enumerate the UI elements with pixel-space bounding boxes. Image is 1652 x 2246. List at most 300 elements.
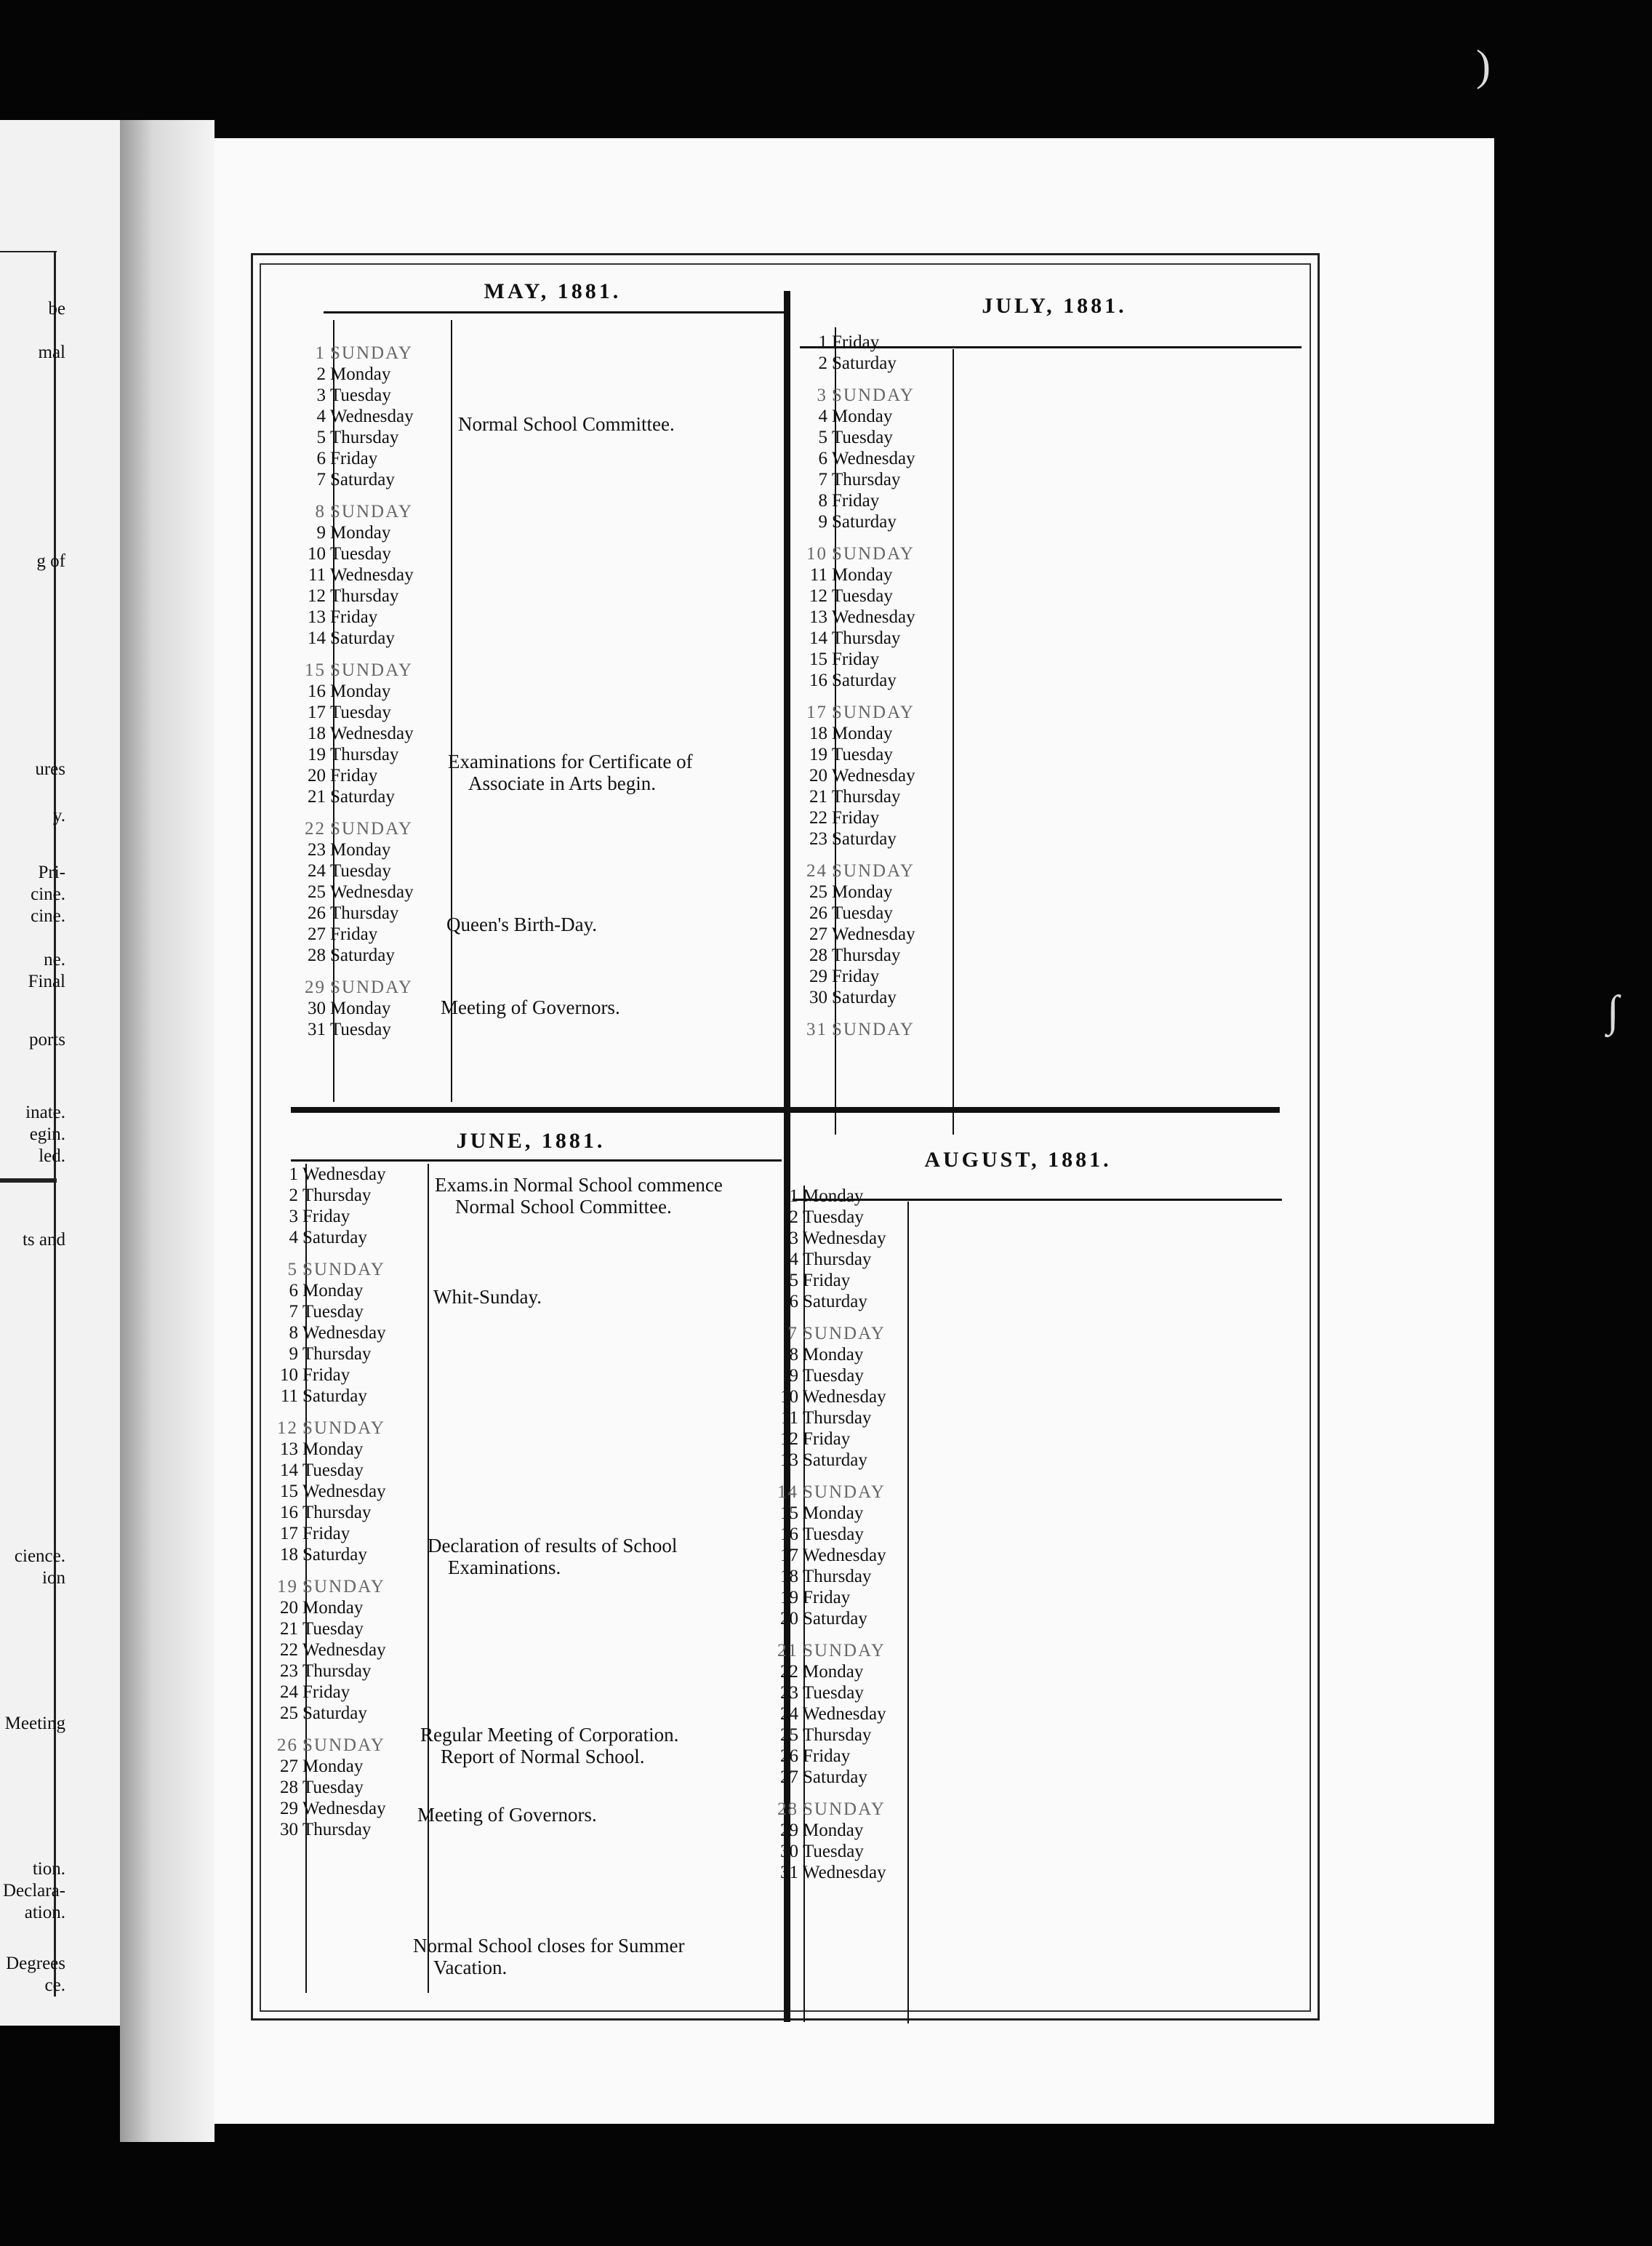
day-number: 6 (818, 449, 827, 468)
day-row (291, 903, 414, 924)
day-number: 6 (316, 449, 326, 468)
day-name: Thursday (302, 1344, 372, 1364)
left-fragment: ne. (44, 950, 65, 970)
day-name: Tuesday (803, 1207, 864, 1227)
day-number: 21 (809, 787, 827, 807)
left-fragment: g of (36, 551, 65, 571)
sunday-row (793, 1015, 915, 1040)
day-number: 22 (809, 808, 827, 828)
day-number: 12 (809, 586, 827, 606)
day-number: 24 (308, 861, 326, 881)
day-name: Saturday (832, 512, 897, 532)
day-name: Thursday (832, 946, 901, 965)
day-number: 17 (806, 703, 827, 722)
day-name: Thursday (302, 1503, 372, 1522)
day-number: 27 (780, 1767, 798, 1787)
day-name: Friday (330, 607, 378, 627)
event-line: Examinations for Certificate of (448, 751, 693, 772)
day-number: 21 (777, 1641, 798, 1660)
day-row (763, 1703, 886, 1725)
day-number: 14 (809, 628, 827, 648)
day-number: 10 (308, 544, 326, 564)
day-row (263, 1386, 386, 1407)
day-number: 1 (315, 343, 326, 363)
day-row (291, 786, 414, 807)
day-number: 23 (280, 1661, 298, 1681)
event-line: Vacation. (433, 1957, 508, 1978)
event-line: Examinations. (448, 1556, 561, 1578)
day-number: 13 (280, 1439, 298, 1459)
day-number: 24 (806, 861, 827, 881)
day-name: Monday (330, 523, 391, 543)
day-name: Tuesday (330, 1020, 391, 1039)
day-name: Monday (330, 999, 391, 1018)
day-name: SUNDAY (832, 703, 915, 722)
may-day-list (291, 332, 414, 1040)
day-row (793, 744, 915, 765)
june-title: JUNE, 1881. (456, 1129, 606, 1153)
june-event (435, 1174, 723, 1218)
day-row (763, 1841, 886, 1862)
july-column-rule (953, 349, 954, 1135)
left-facing-page (0, 120, 122, 2026)
day-number: 2 (289, 1186, 298, 1205)
day-row (793, 765, 915, 786)
day-name: Friday (832, 332, 880, 352)
sunday-row (793, 381, 915, 406)
day-number: 19 (308, 745, 326, 764)
may-title: MAY, 1881. (484, 279, 622, 303)
day-name: Wednesday (302, 1799, 386, 1818)
day-row (763, 1608, 886, 1629)
day-name: Wednesday (803, 1863, 886, 1882)
day-number: 17 (308, 703, 326, 722)
sunday-row (763, 1636, 886, 1661)
day-name: Monday (803, 1821, 864, 1840)
day-name: SUNDAY (803, 1799, 886, 1819)
day-name: Thursday (330, 903, 399, 923)
june-event (433, 1286, 542, 1308)
day-row (793, 786, 915, 807)
day-number: 25 (280, 1703, 298, 1723)
day-row (263, 1364, 386, 1386)
day-name: Monday (302, 1757, 364, 1776)
day-name: Tuesday (803, 1524, 864, 1544)
day-number: 16 (280, 1503, 298, 1522)
day-name: Monday (330, 364, 391, 384)
event-line: Meeting of Governors. (417, 1804, 597, 1826)
day-number: 5 (789, 1271, 798, 1290)
day-row (291, 543, 414, 564)
day-row (763, 1725, 886, 1746)
day-name: Tuesday (803, 1842, 864, 1861)
day-name: Tuesday (803, 1683, 864, 1703)
day-number: 26 (780, 1746, 798, 1766)
day-number: 30 (280, 1820, 298, 1839)
day-number: 13 (780, 1450, 798, 1470)
day-name: Thursday (302, 1186, 372, 1205)
day-row (793, 987, 915, 1008)
day-name: Saturday (330, 946, 395, 965)
day-name: Monday (330, 682, 391, 701)
left-fragment: be (48, 299, 65, 319)
event-line: Normal School Committee. (455, 1196, 672, 1218)
day-row (263, 1618, 386, 1639)
day-row (263, 1301, 386, 1322)
day-number: 18 (809, 724, 827, 743)
day-row (763, 1207, 886, 1228)
sunday-row (291, 497, 414, 522)
day-row (793, 586, 915, 607)
day-name: Tuesday (330, 703, 391, 722)
day-row (291, 448, 414, 469)
day-number: 6 (289, 1281, 298, 1300)
day-name: Wednesday (330, 565, 414, 585)
day-number: 26 (809, 903, 827, 923)
day-name: Wednesday (302, 1323, 386, 1343)
day-number: 31 (806, 1020, 827, 1039)
day-name: Wednesday (803, 1546, 886, 1565)
day-number: 4 (289, 1228, 298, 1247)
day-name: Saturday (302, 1545, 367, 1564)
left-fragment: cine. (31, 884, 65, 904)
day-number: 17 (280, 1524, 298, 1543)
day-row (793, 924, 915, 945)
day-row (763, 1450, 886, 1471)
day-name: SUNDAY (330, 502, 413, 521)
day-number: 8 (289, 1323, 298, 1343)
day-number: 11 (308, 565, 326, 585)
day-number: 1 (818, 332, 827, 352)
day-name: Tuesday (803, 1366, 864, 1386)
day-name: SUNDAY (803, 1641, 886, 1660)
event-line: Normal School closes for Summer (413, 1935, 685, 1957)
day-number: 3 (289, 1207, 298, 1226)
day-row (793, 332, 915, 353)
day-name: SUNDAY (832, 385, 915, 405)
day-number: 8 (789, 1345, 798, 1364)
day-number: 16 (809, 671, 827, 690)
day-name: Tuesday (832, 586, 893, 606)
day-row (263, 1639, 386, 1660)
day-number: 12 (780, 1429, 798, 1449)
day-number: 29 (780, 1821, 798, 1840)
day-number: 3 (789, 1228, 798, 1248)
day-number: 4 (316, 407, 326, 426)
day-number: 19 (780, 1588, 798, 1607)
july-day-list (793, 332, 915, 1040)
left-fragment: Degrees (6, 1954, 65, 1973)
day-name: SUNDAY (832, 544, 915, 564)
sunday-row (763, 1478, 886, 1503)
book-gutter (120, 120, 214, 2142)
day-number: 18 (308, 724, 326, 743)
day-name: Wednesday (803, 1387, 886, 1407)
day-row (263, 1227, 386, 1248)
may-column-rule (451, 320, 452, 1102)
left-fragment: Pri- (38, 863, 65, 882)
day-name: Tuesday (302, 1619, 364, 1639)
day-name: Saturday (302, 1228, 367, 1247)
day-row (291, 882, 414, 903)
day-number: 29 (305, 978, 326, 997)
day-row (793, 670, 915, 691)
event-line: Report of Normal School. (441, 1746, 645, 1767)
day-name: SUNDAY (302, 1418, 385, 1438)
day-number: 4 (789, 1250, 798, 1269)
day-number: 12 (308, 586, 326, 606)
day-number: 28 (308, 946, 326, 965)
day-number: 22 (780, 1662, 798, 1682)
day-name: Tuesday (832, 428, 893, 447)
sunday-row (793, 540, 915, 564)
day-row (263, 1481, 386, 1502)
day-number: 30 (809, 988, 827, 1007)
day-name: Thursday (803, 1408, 872, 1428)
day-number: 1 (289, 1164, 298, 1184)
event-line: Declaration of results of School (428, 1535, 678, 1556)
day-name: Tuesday (832, 745, 893, 764)
left-page-section-rule (0, 1178, 57, 1183)
day-name: Monday (330, 840, 391, 860)
day-number: 19 (809, 745, 827, 764)
day-row (291, 427, 414, 448)
sunday-row (763, 1795, 886, 1820)
june-column-rule (428, 1164, 429, 1993)
day-name: Friday (803, 1588, 851, 1607)
day-row (763, 1186, 886, 1207)
day-row (291, 385, 414, 406)
day-row (263, 1682, 386, 1703)
day-number: 27 (280, 1757, 298, 1776)
day-name: Thursday (803, 1567, 872, 1586)
day-row (291, 744, 414, 765)
may-header-rule (324, 311, 784, 313)
day-name: SUNDAY (832, 861, 915, 881)
day-number: 18 (780, 1567, 798, 1586)
day-name: Saturday (803, 1292, 867, 1311)
day-number: 25 (809, 882, 827, 902)
day-name: Monday (803, 1662, 864, 1682)
june-event (417, 1804, 597, 1826)
june-day-list (263, 1164, 386, 1840)
event-line: Exams.in Normal School commence (435, 1174, 723, 1196)
day-name: Saturday (330, 470, 395, 489)
day-name: Saturday (302, 1703, 367, 1723)
day-name: SUNDAY (302, 1260, 385, 1279)
day-row (793, 966, 915, 987)
day-row (291, 924, 414, 945)
day-number: 4 (818, 407, 827, 426)
day-number: 28 (809, 946, 827, 965)
day-number: 23 (308, 840, 326, 860)
day-name: Friday (302, 1207, 350, 1226)
day-name: Wednesday (832, 766, 915, 786)
left-fragment: Declara- (2, 1881, 65, 1901)
day-name: Saturday (832, 988, 897, 1007)
day-number: 18 (280, 1545, 298, 1564)
day-row (763, 1545, 886, 1566)
day-name: Friday (832, 967, 880, 986)
day-row (763, 1249, 886, 1270)
day-number: 13 (809, 607, 827, 627)
left-fragment: tion. (32, 1859, 65, 1879)
day-row (763, 1407, 886, 1428)
day-number: 3 (316, 385, 326, 405)
sunday-row (263, 1414, 386, 1439)
sunday-row (291, 339, 414, 364)
day-number: 7 (289, 1302, 298, 1322)
day-name: Saturday (832, 671, 897, 690)
day-row (291, 945, 414, 966)
day-number: 25 (308, 882, 326, 902)
left-fragment: egin. (29, 1124, 65, 1144)
day-number: 2 (316, 364, 326, 384)
day-row (763, 1682, 886, 1703)
day-number: 15 (305, 660, 326, 680)
day-number: 24 (780, 1704, 798, 1724)
day-row (793, 448, 915, 469)
day-row (263, 1164, 386, 1185)
day-name: SUNDAY (302, 1735, 385, 1755)
sunday-row (763, 1319, 886, 1344)
day-number: 26 (308, 903, 326, 923)
day-name: Saturday (832, 353, 897, 373)
day-number: 17 (780, 1546, 798, 1565)
day-name: Thursday (803, 1725, 872, 1745)
day-row (763, 1767, 886, 1788)
day-name: Monday (302, 1281, 364, 1300)
day-name: Friday (330, 449, 378, 468)
day-row (763, 1291, 886, 1312)
day-name: Monday (302, 1439, 364, 1459)
day-number: 30 (308, 999, 326, 1018)
may-event (441, 996, 620, 1018)
day-number: 3 (817, 385, 827, 405)
day-name: Tuesday (302, 1778, 364, 1797)
day-row (763, 1386, 886, 1407)
left-fragment: ation. (24, 1903, 65, 1922)
day-row (763, 1524, 886, 1545)
sunday-row (263, 1731, 386, 1756)
day-name: Tuesday (330, 385, 391, 405)
day-name: Thursday (330, 428, 399, 447)
sunday-row (263, 1255, 386, 1280)
left-fragment: mal (38, 343, 65, 362)
left-fragment: ports (29, 1030, 65, 1050)
event-line: Normal School Committee. (458, 413, 675, 435)
day-number: 2 (818, 353, 827, 373)
day-row (291, 586, 414, 607)
event-line: Whit-Sunday. (433, 1286, 542, 1308)
day-name: Friday (832, 808, 880, 828)
august-column-rule (907, 1202, 909, 2023)
june-header-rule (291, 1159, 782, 1162)
june-event (413, 1935, 684, 1978)
day-name: SUNDAY (330, 343, 413, 363)
day-name: Thursday (803, 1250, 872, 1269)
day-number: 16 (780, 1524, 798, 1544)
day-name: Wednesday (330, 882, 414, 902)
day-number: 15 (780, 1503, 798, 1523)
scan-speck: ∫ (1607, 987, 1619, 1035)
day-number: 27 (809, 924, 827, 944)
day-name: Monday (302, 1598, 364, 1618)
day-number: 28 (777, 1799, 798, 1819)
day-number: 14 (280, 1460, 298, 1480)
day-number: 10 (780, 1387, 798, 1407)
day-name: Wednesday (832, 449, 915, 468)
event-line: Associate in Arts begin. (468, 772, 656, 794)
sunday-row (793, 698, 915, 723)
day-name: Friday (803, 1429, 851, 1449)
day-row (793, 353, 915, 374)
day-number: 29 (280, 1799, 298, 1818)
day-number: 20 (280, 1598, 298, 1618)
day-number: 30 (780, 1842, 798, 1861)
left-fragment: ce. (44, 1975, 65, 1995)
day-name: Monday (832, 882, 893, 902)
left-page-top-rule (0, 251, 57, 252)
day-number: 10 (806, 544, 827, 564)
day-row (793, 807, 915, 828)
day-name: SUNDAY (330, 660, 413, 680)
day-row (291, 406, 414, 427)
day-name: Saturday (832, 829, 897, 849)
day-row (291, 607, 414, 628)
day-name: Thursday (330, 586, 399, 606)
day-name: Friday (330, 924, 378, 944)
day-row (793, 649, 915, 670)
day-number: 19 (277, 1577, 298, 1596)
day-number: 31 (780, 1863, 798, 1882)
day-number: 7 (787, 1324, 798, 1343)
left-fragment: inate. (25, 1103, 65, 1122)
day-row (793, 427, 915, 448)
day-row (263, 1206, 386, 1227)
left-fragment: ion (42, 1568, 65, 1588)
day-name: Thursday (832, 787, 901, 807)
day-row (763, 1428, 886, 1450)
day-number: 23 (809, 829, 827, 849)
day-name: Wednesday (803, 1704, 886, 1724)
day-number: 25 (780, 1725, 798, 1745)
day-name: Saturday (803, 1609, 867, 1628)
day-number: 21 (280, 1619, 298, 1639)
day-name: Tuesday (302, 1460, 364, 1480)
day-row (263, 1777, 386, 1798)
day-number: 10 (280, 1365, 298, 1385)
day-row (291, 564, 414, 586)
day-row (763, 1862, 886, 1883)
left-fragment: led. (39, 1146, 65, 1166)
day-name: Wednesday (832, 607, 915, 627)
day-number: 11 (280, 1386, 298, 1406)
day-name: Monday (803, 1186, 864, 1206)
day-row (291, 723, 414, 744)
day-number: 9 (818, 512, 827, 532)
day-name: Wednesday (832, 924, 915, 944)
day-number: 5 (316, 428, 326, 447)
day-name: Thursday (832, 470, 901, 489)
may-event (458, 413, 675, 435)
day-name: Friday (302, 1524, 350, 1543)
day-name: Monday (832, 407, 893, 426)
june-event (428, 1535, 677, 1578)
day-number: 6 (789, 1292, 798, 1311)
day-name: SUNDAY (330, 978, 413, 997)
day-row (263, 1343, 386, 1364)
